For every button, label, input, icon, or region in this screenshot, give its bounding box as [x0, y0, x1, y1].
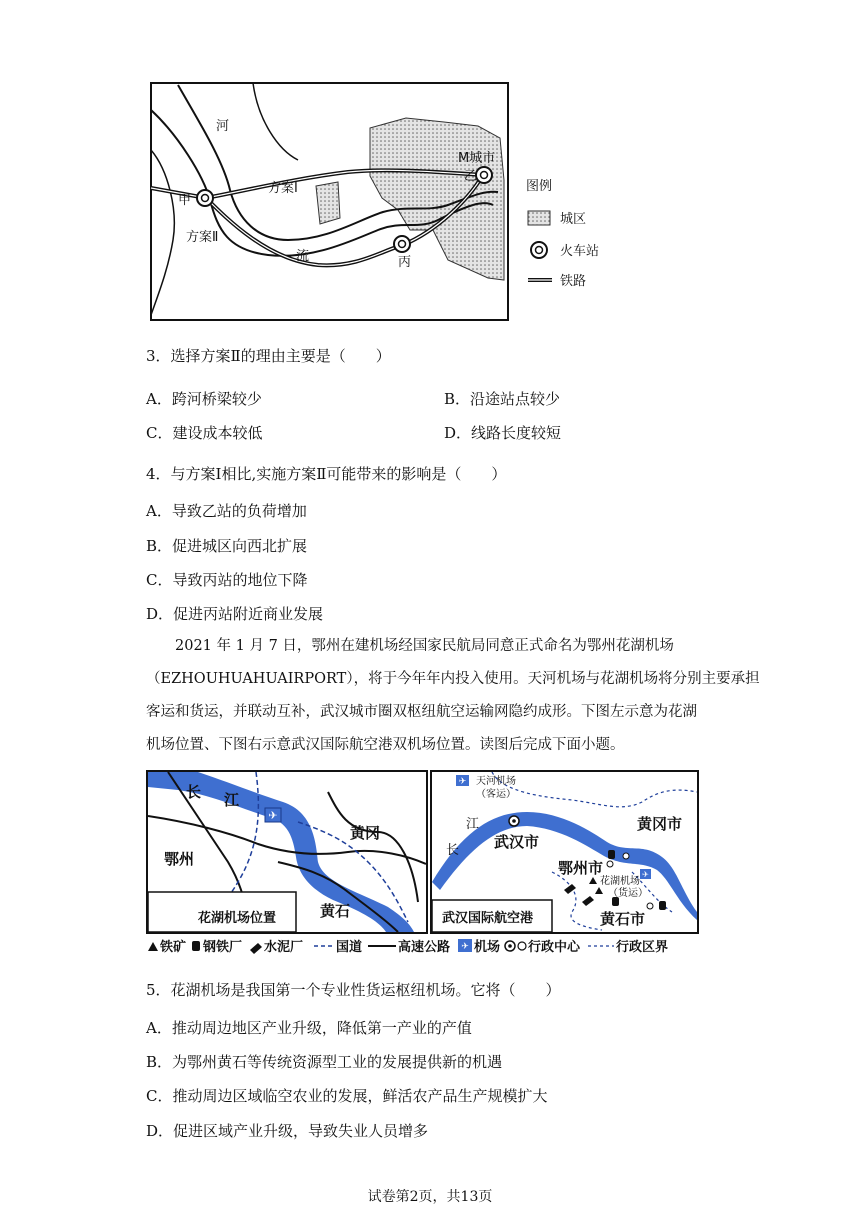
railway-plan-map: [148, 80, 618, 324]
station-bing-icon: [394, 236, 410, 252]
legend-urban-swatch: [528, 211, 550, 225]
label-huanggang-city: 黄冈市: [637, 815, 683, 833]
map-legend: [146, 936, 701, 956]
q4-option-c[interactable]: C．导致丙站的地位下降: [146, 571, 308, 589]
map2-caption: 花湖机场位置: [198, 911, 277, 926]
legend-expressway: 高速公路: [398, 940, 451, 955]
wuhan-center-icon: [509, 816, 519, 826]
passage: [146, 630, 760, 762]
legend-station: 火车站: [560, 244, 600, 259]
q4-option-a[interactable]: A．导致乙站的负荷增加: [146, 502, 307, 520]
q5-option-a[interactable]: A．推动周边地区产业升级，降低第一产业的产值: [146, 1019, 472, 1037]
plan1-label: 方案Ⅰ: [268, 181, 298, 196]
airport-icon: [265, 808, 281, 822]
legend-cement-icon: [250, 943, 262, 954]
svg-text:✈: ✈: [268, 809, 278, 822]
label-chang: 长: [186, 783, 202, 801]
label-wuhan: 武汉市: [494, 833, 540, 851]
steel-plant-icon-3: [659, 901, 666, 910]
admin-boundary-1: [492, 772, 697, 807]
svg-text:✈: ✈: [461, 942, 469, 952]
huanggang-center-icon: [623, 853, 629, 859]
ezhou-center-icon: [607, 861, 613, 867]
q4-option-b[interactable]: B．促进城区向西北扩展: [146, 537, 308, 555]
passage-line-1: 2021 年 1 月 7 日，鄂州在建机场经国家民航局同意正式命名为鄂州花湖机场: [175, 638, 674, 654]
q5-option-c[interactable]: C．推动周边区域临空农业的发展，鲜活农产品生产规模扩大: [146, 1087, 548, 1105]
label-huahu-sub: （货运）: [608, 888, 648, 899]
label-huangshi-city: 黄石市: [600, 910, 646, 928]
legend-station-icon: [531, 242, 547, 258]
legend-urban: 城区: [560, 212, 587, 227]
passage-line-3: 客运和货运，并联动互补，武汉城市圈双枢纽航空运输网隐约成形。下图左示意为花湖: [146, 704, 697, 720]
legend-cement: 水泥厂: [264, 940, 304, 955]
railway-plan-svg: [148, 80, 618, 324]
station-yi-icon: [476, 167, 492, 183]
legend-steel-icon: [192, 941, 200, 951]
legend-admin-boundary: 行政区界: [616, 940, 669, 955]
city-m-label: M城市: [458, 151, 496, 166]
legend-airport-icon: [458, 939, 472, 952]
cement-plant-icon-2: [582, 896, 594, 906]
q3-option-d[interactable]: D．线路长度较短: [444, 424, 562, 442]
label-huangshi: 黄石: [320, 902, 351, 920]
q5-stem: 5．花湖机场是我国第一个专业性货运枢纽机场。它将（ ）: [146, 981, 561, 999]
q5-option-d[interactable]: D．促进区域产业升级，导致失业人员增多: [146, 1122, 429, 1140]
huahu-location-svg: [148, 772, 426, 932]
legend-title: 图例: [526, 179, 553, 194]
q3-option-b[interactable]: B．沿途站点较少: [444, 390, 561, 408]
urban-block: [316, 182, 340, 224]
station-jia-label: 甲: [178, 193, 192, 208]
q5-option-b[interactable]: B．为鄂州黄石等传统资源型工业的发展提供新的机遇: [146, 1053, 503, 1071]
passage-line-2: （EZHOUHUAHUAIRPORT），将于今年年内投入使用。天河机场与花湖机场将分别主要承担: [146, 671, 760, 687]
river-label-2: 流: [296, 249, 310, 264]
legend-admin-center: 行政中心: [528, 940, 581, 955]
label-chang-right: 长: [446, 843, 460, 858]
legend-national-road: 国道: [336, 940, 363, 955]
legend-iron-mine: 铁矿: [160, 940, 187, 955]
label-huanggang: 黄冈: [350, 824, 381, 842]
q4-stem: 4．与方案Ⅰ相比,实施方案Ⅱ可能带来的影响是（ ）: [146, 465, 507, 483]
q3-option-c[interactable]: C．建设成本较低: [146, 424, 263, 442]
label-tianhe-sub: （客运）: [476, 789, 516, 800]
plan2-label: 方案Ⅱ: [186, 230, 219, 245]
svg-text:✈: ✈: [458, 777, 467, 787]
passage-line-4: 机场位置、下图右示意武汉国际航空港双机场位置。读图后完成下面小题。: [146, 737, 625, 753]
page-footer: 试卷第2页，共13页: [367, 1189, 493, 1205]
map-legend-svg: [146, 936, 701, 956]
q4-option-d[interactable]: D．促进丙站附近商业发展: [146, 605, 324, 623]
svg-text:✈: ✈: [642, 870, 649, 879]
q3-option-a[interactable]: A．跨河桥梁较少: [146, 390, 262, 408]
wuhan-airport-hub-map: [430, 770, 699, 934]
label-jiang-right: 江: [466, 817, 480, 832]
tianhe-airport-icon: [456, 775, 469, 787]
legend-railway: 铁路: [560, 274, 587, 289]
legend-iron-mine-icon: [148, 942, 158, 951]
river-label-1: 河: [216, 119, 230, 134]
wuhan-airport-hub-svg: [432, 772, 697, 932]
map3-caption: 武汉国际航空港: [442, 911, 534, 926]
iron-mine-icon-2: [595, 887, 603, 894]
legend-steel: 钢铁厂: [203, 940, 243, 955]
steel-plant-icon: [608, 850, 615, 859]
station-jia-icon: [197, 190, 213, 206]
label-huahu: 花湖机场: [600, 876, 640, 887]
iron-mine-icon: [589, 877, 597, 884]
huangshi-center-icon: [647, 903, 653, 909]
label-ezhou: 鄂州: [164, 850, 195, 868]
label-jiang: 江: [224, 791, 240, 809]
huahu-airport-icon: [640, 869, 651, 879]
legend-admin-center-icon: [505, 941, 526, 951]
label-tianhe: 天河机场: [476, 776, 516, 787]
station-bing-label: 丙: [398, 255, 412, 270]
q3-stem: 3．选择方案Ⅱ的理由主要是（ ）: [146, 347, 391, 365]
label-ezhou-city: 鄂州市: [558, 859, 604, 877]
huahu-location-map: [146, 770, 428, 934]
legend-airport: 机场: [474, 940, 501, 955]
station-yi-label: 乙: [464, 169, 478, 184]
